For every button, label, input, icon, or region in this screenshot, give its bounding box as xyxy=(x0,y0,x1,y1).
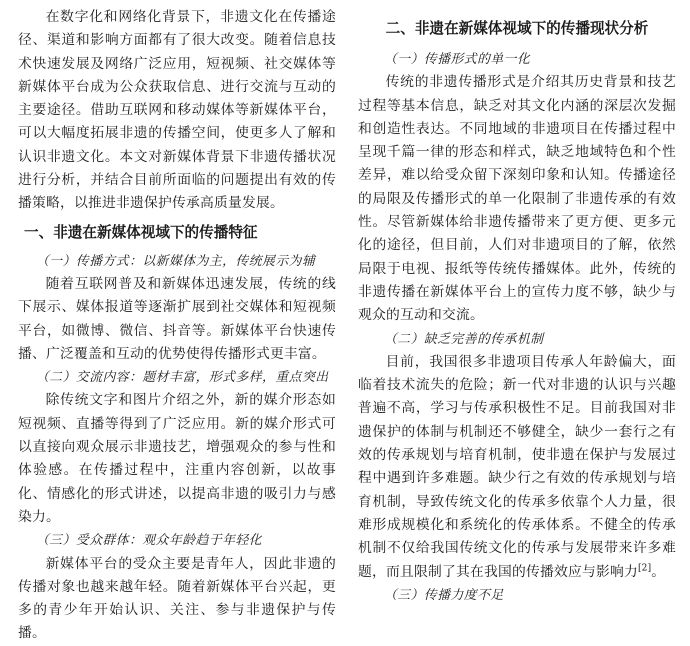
subsection-1-2-paragraph: 除传统文字和图片介绍之外，新的媒介形态如短视频、直播等得到了广泛应用。新的媒介形式可以直接向观众展示非遗技艺，增强观众的参与性和体验感。在传播过程中，注重内容创新，以故事化、情感化的形式讲述，以提高非遗的吸引力与感染力。 xyxy=(18,392,336,525)
subsection-2-2-heading: （二）缺乏完善的传承机制 xyxy=(384,331,544,347)
subsection-2-3-heading: （三）传播力度不足 xyxy=(384,587,504,603)
left-column xyxy=(18,6,336,646)
subsection-2-2-end: 。 xyxy=(651,563,666,580)
section-2-heading: 二、非遗在新媒体视域下的传播现状分析 xyxy=(385,20,649,37)
section-1-heading: 一、非遗在新媒体视域下的传播特征 xyxy=(24,223,258,241)
right-column xyxy=(358,6,676,607)
subsection-2-2-paragraph xyxy=(358,351,676,584)
subsection-2-2-text: 目前，我国很多非遗项目传承人年龄偏大，面临着技术流失的危险；新一代对非遗的认识与兴趣普遍不高，学习与传承积极性不足。目前我国对非遗保护的体制与机制还不够健全，缺少一套行之有效的传承规划与培育机制，使非遗在保护与发展过程中遇到许多难题。缺少行之有效的传承规划与培育机制，导致传统文化的传承多依靠个人力量，很难形成规模化和系统化的传承体系。不健全的传承机制不仅给我国传统文化的传承与发展带来许多难题，而且限制了其在我国的传播效应与影响力 xyxy=(358,353,676,580)
subsection-2-1-heading: （一）传播形式的单一化 xyxy=(384,52,531,67)
subsection-1-2-heading: （二）交流内容：题材丰富，形式多样，重点突出 xyxy=(36,370,329,386)
subsection-1-3-heading: （三）受众群体：观众年龄趋于年轻化 xyxy=(36,533,263,549)
subsection-2-1-paragraph: 传统的非遗传播形式是介绍其历史背景和技艺过程等基本信息，缺乏对其文化内涵的深层次发掘和创造性表达。不同地域的非遗项目在传播过程中呈现千篇一律的形态和样式，缺乏地域特色和个性差异，难以给受众留下深刻印象和认知。传播途径的局限及传播形式的单一化限制了非遗传承的有效性。尽管新媒体给非遗传播带来了更方便、更多元化的途径，但目前，人们对非遗项目的了解，依然局限于电视、报纸等传统传播媒体。此外，传统的非遗传播在新媒体平台上的宣传力度不够，缺少与观众的互动和交流。 xyxy=(358,74,676,324)
intro-paragraph: 在数字化和网络化背景下，非遗文化在传播途径、渠道和影响方面都有了很大改变。随着信息技术快速发展及网络广泛应用，短视频、社交媒体等新媒体平台成为公众获取信息、进行交流与互动的主要途径。借助互联网和移动媒体等新媒体平台，可以大幅度拓展非遗的传播空间，使更多人了解和认识非遗文化。本文对新媒体背景下非遗传播状况进行分析，并结合目前所面临的问题提出有效的传播策略，以推进非遗保护传承高质量发展。 xyxy=(18,9,336,212)
subsection-1-3-paragraph: 新媒体平台的受众主要是青年人，因此非遗的传播对象也越来越年轻。随着新媒体平台兴起，更多的青少年开始认识、关注、参与非遗保护与传播。 xyxy=(18,555,336,642)
citation-ref: [2] xyxy=(637,562,652,573)
subsection-1-1-paragraph: 随着互联网普及和新媒体迅速发展，传统的线下展示、媒体报道等逐渐扩展到社交媒体和短视频平台，如微博、微信、抖音等。新媒体平台快速传播、广泛覆盖和互动的优势使得传播形式更丰富。 xyxy=(18,275,336,362)
subsection-1-1-heading: （一）传播方式：以新媒体为主，传统展示为辅 xyxy=(36,253,316,269)
